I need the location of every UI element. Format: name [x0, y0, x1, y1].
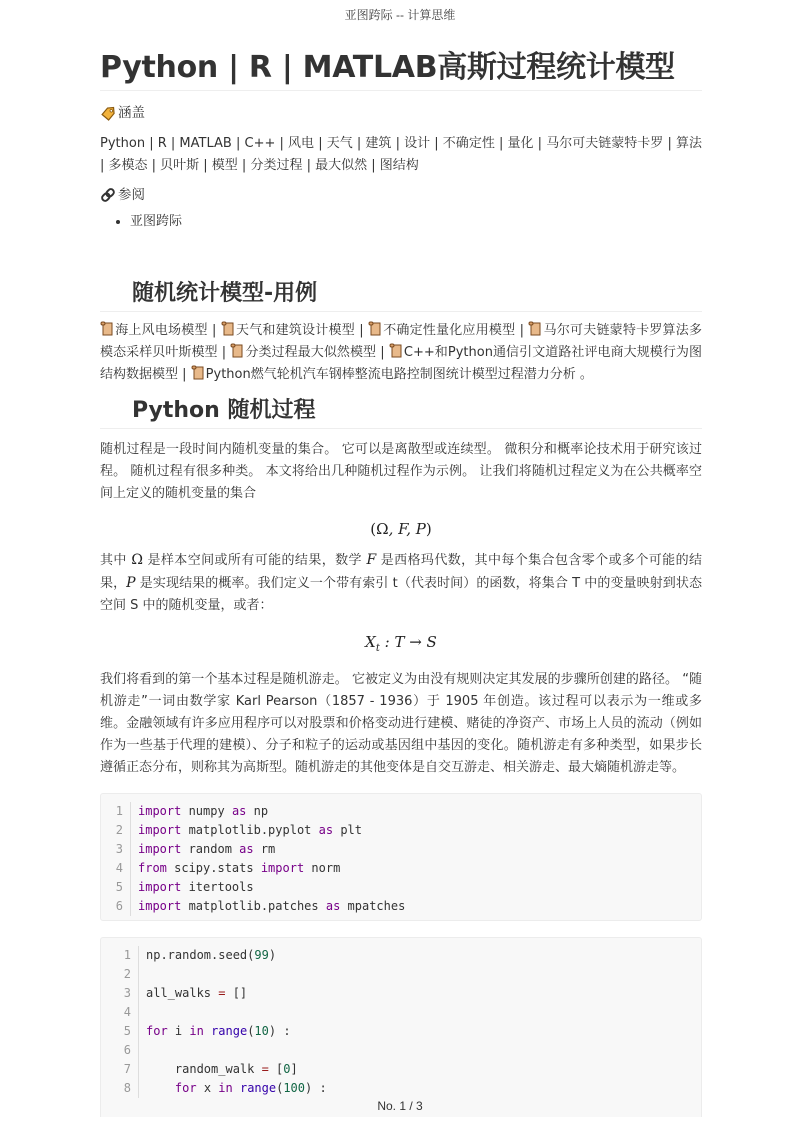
code-text: import itertools: [138, 880, 254, 894]
code-line: [101, 1022, 701, 1041]
line-number: 7: [101, 1060, 139, 1079]
math-mapping: $X_t$ : T → S: [365, 633, 437, 654]
examples-heading: 随机统计模型-用例: [100, 279, 702, 312]
separator: |: [376, 345, 389, 360]
code-line: [101, 897, 701, 916]
code-text: all_walks = []: [146, 986, 248, 1000]
code-line: [101, 965, 701, 984]
code-line: [101, 984, 701, 1003]
scroll-icon: [100, 321, 114, 336]
line-number: 2: [101, 965, 139, 984]
line-number: 1: [101, 802, 131, 821]
code-line: [101, 840, 701, 859]
scroll-icon: [389, 343, 403, 358]
line-number: 6: [101, 897, 131, 916]
paragraph-intro: 随机过程是一段时间内随机变量的集合。 它可以是离散型或连续型。 微积分和概率论技术用于研究该过程。 随机过程有很多种类。 本文将给出几种随机过程作为示例。 让我们将随机过程定义为在公共概率空间上定义的随机变量的集合: [100, 442, 702, 501]
code-text: np.random.seed(99): [146, 948, 277, 962]
math-probability-space: (Ω, F, P): [370, 520, 432, 538]
example-link-uncertainty[interactable]: 不确定性量化应用模型: [382, 323, 516, 338]
code-line: [101, 946, 701, 965]
tags-list: Python | R | MATLAB | C++ | 风电 | 天气 | 建筑 | 设计 | 不确定性 | 量化 | 马尔可夫链蒙特卡罗 | 算法 | 多模态 | 贝叶斯 | 模型 | 分类过程 | 最大似然 | 图结构: [100, 136, 702, 173]
separator: |: [515, 323, 529, 338]
code-text: for x in range(100) :: [174, 1081, 327, 1095]
ref-item[interactable]: • 亚图跨际: [130, 211, 702, 233]
tag-icon: [100, 105, 116, 121]
separator: |: [354, 323, 368, 338]
line-number: 3: [101, 840, 131, 859]
line-number: 4: [101, 1003, 139, 1022]
example-link-gas-turbine[interactable]: Python燃气轮机汽车钢棒整流电路控制图统计模型过程潜力分析: [205, 367, 576, 382]
code-line: [101, 859, 701, 878]
example-link-graph-data[interactable]: C++和Python通信引文道路社评电商大规模行为图结构数据模型: [100, 345, 702, 382]
refs-label: [100, 185, 702, 205]
code-line: [101, 802, 701, 821]
separator: |: [178, 367, 191, 382]
example-link-offshore-wind[interactable]: 海上风电场模型: [115, 323, 208, 338]
code-line: [101, 1041, 701, 1060]
scroll-icon: [368, 321, 382, 336]
page-number: No. 1 / 3: [377, 1099, 423, 1113]
examples-links: [100, 320, 702, 386]
line-number: 5: [101, 1022, 139, 1041]
separator: |: [207, 323, 221, 338]
tags-label: [100, 103, 702, 123]
line-number: 3: [101, 984, 139, 1003]
code-text: [139, 1041, 153, 1060]
paragraph-random-walk: 我们将看到的第一个基本过程是随机游走。 它被定义为由没有规则决定其发展的步骤所创建的路径。 “随机游走”一词由数学家 Karl Pearson（1857 - 1936）于 1905 年创造。该过程可以表示为一维或多维。金融领域有许多应用程序可以对股票和价格变动进行建模、赌徒的净资产、市场上人员的流动（例如 作为一些基于代理的建模）、分子和粒子的运动或基因组中基因的变化。随机游走有多种类型，如果步长遵循正态分布，则称其为高斯型。随机游走的其他变体是自交互游走、相关游走、最大熵随机游走等。: [100, 672, 702, 775]
code-text: import random as rm: [138, 842, 276, 856]
code-line: [101, 878, 701, 897]
example-link-classification[interactable]: 分类过程最大似然模型: [245, 345, 377, 360]
code-text: from scipy.stats import norm: [138, 861, 341, 875]
line-number: 2: [101, 821, 131, 840]
paragraph-definitions: 其中 Ω 是样本空间或所有可能的结果，数学 F 是西格玛代数，其中每个集合包含零个或多个可能的结果，P 是实现结果的概率。我们定义一个带有索引 t（代表时间）的函数，将集合 T 中的变量映射到状态空间 S 中的随机变量，或者：: [100, 552, 702, 613]
scroll-icon: [230, 343, 244, 358]
code-text: import matplotlib.patches as mpatches: [138, 899, 406, 913]
code-line: [101, 1060, 701, 1079]
code-line: [101, 1079, 701, 1098]
python-section-heading: Python 随机过程: [100, 396, 702, 429]
code-text: import numpy as np: [138, 804, 269, 818]
scroll-icon: [528, 321, 542, 336]
period: 。: [575, 367, 593, 382]
code-text: [139, 965, 153, 984]
refs-label-text: 参阅: [118, 187, 145, 203]
code-line: [101, 1003, 701, 1022]
separator: |: [217, 345, 231, 360]
document-content: [100, 48, 702, 1117]
example-link-weather-building[interactable]: 天气和建筑设计模型: [235, 323, 355, 338]
example-link-mcmc[interactable]: 马尔可夫链蒙特卡罗算法多模态采样贝叶斯模型: [100, 323, 702, 360]
link-icon: [100, 187, 116, 203]
code-text: random_walk = [0]: [146, 1062, 298, 1076]
line-number: 5: [101, 878, 131, 897]
scroll-icon: [191, 365, 205, 380]
code-line: [101, 821, 701, 840]
line-number: 4: [101, 859, 131, 878]
tags-label-text: 涵盖: [118, 105, 145, 121]
code-text: for i in range(10) :: [146, 1024, 291, 1038]
code-text: import matplotlib.pyplot as plt: [138, 823, 362, 837]
code-text: [139, 1003, 153, 1022]
line-number: 1: [101, 946, 139, 965]
refs-list: [100, 211, 702, 233]
line-number: 6: [101, 1041, 139, 1060]
page-title: Python | R | MATLAB高斯过程统计模型: [100, 48, 702, 91]
code-block-imports[interactable]: [100, 793, 702, 921]
page-header: 亚图跨际 -- 计算思维: [344, 8, 456, 22]
scroll-icon: [221, 321, 235, 336]
line-number: 8: [101, 1079, 139, 1098]
code-block-random-walk[interactable]: [100, 937, 702, 1117]
